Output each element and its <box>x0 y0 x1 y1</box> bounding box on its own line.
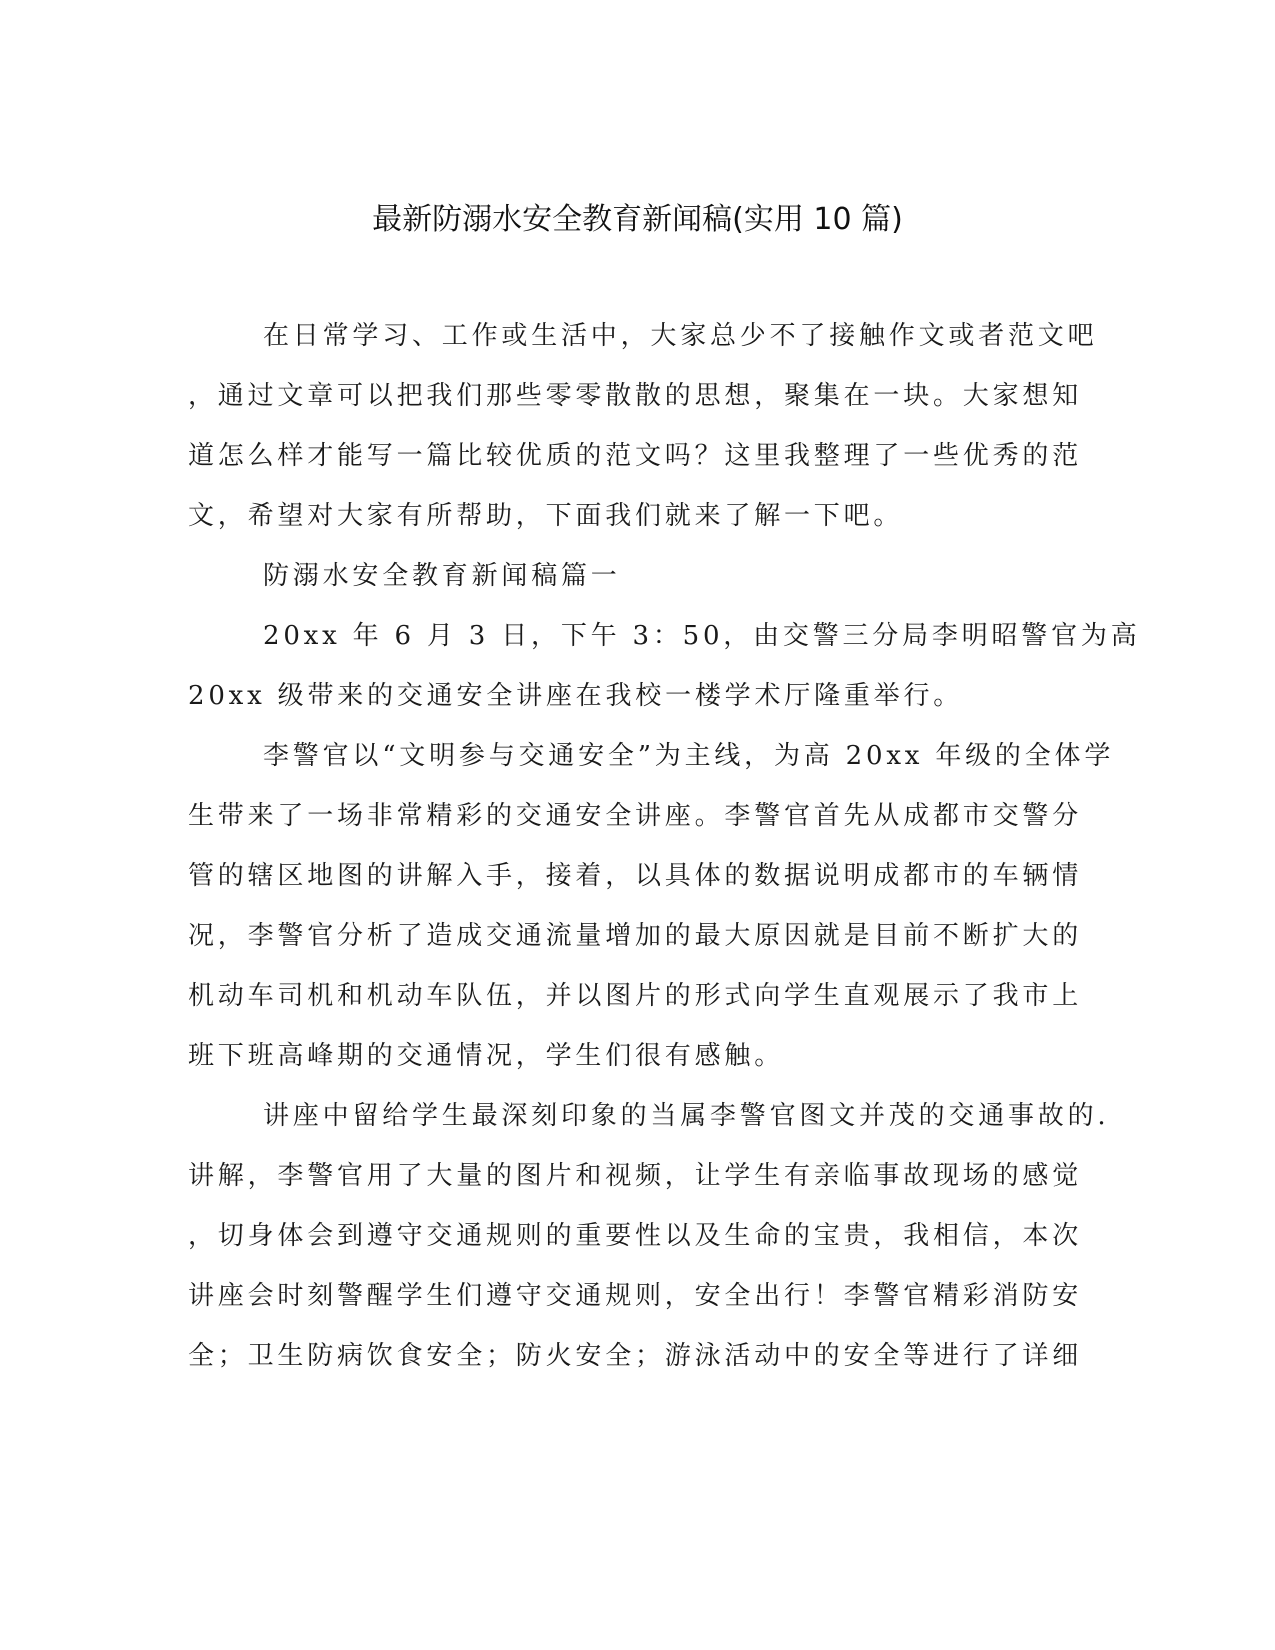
paragraph-line: 20xx 年 6 月 3 日，下午 3：50，由交警三分局李明昭警官为高 <box>263 621 1141 651</box>
paragraph-line: 讲座中留给学生最深刻印象的当属李警官图文并茂的交通事故的. <box>263 1101 1110 1131</box>
paragraph-line: 管的辖区地图的讲解入手，接着，以具体的数据说明成都市的车辆情 <box>188 861 1083 891</box>
paragraph-line: 道怎么样才能写一篇比较优质的范文吗？这里我整理了一些优秀的范 <box>188 441 1083 471</box>
paragraph-line: 班下班高峰期的交通情况，学生们很有感触。 <box>188 1041 785 1071</box>
paragraph-line: ，通过文章可以把我们那些零零散散的思想，聚集在一块。大家想知 <box>188 381 1083 411</box>
paragraph-line: 况，李警官分析了造成交通流量增加的最大原因就是目前不断扩大的 <box>188 921 1083 951</box>
paragraph-line: 生带来了一场非常精彩的交通安全讲座。李警官首先从成都市交警分 <box>188 801 1083 831</box>
paragraph-line: 讲解，李警官用了大量的图片和视频，让学生有亲临事故现场的感觉 <box>188 1161 1083 1191</box>
paragraph-line: 在日常学习、工作或生活中，大家总少不了接触作文或者范文吧 <box>263 321 1098 351</box>
paragraph-line: 全；卫生防病饮食安全；防火安全；游泳活动中的安全等进行了详细 <box>188 1341 1083 1371</box>
paragraph-line: 20xx 级带来的交通安全讲座在我校一楼学术厅隆重举行。 <box>188 681 964 711</box>
section-heading: 防溺水安全教育新闻稿篇一 <box>263 561 621 591</box>
document-title: 最新防溺水安全教育新闻稿(实用 10 篇) <box>372 202 903 237</box>
paragraph-line: 讲座会时刻警醒学生们遵守交通规则，安全出行！李警官精彩消防安 <box>188 1281 1083 1311</box>
paragraph-line: ，切身体会到遵守交通规则的重要性以及生命的宝贵，我相信，本次 <box>188 1221 1083 1251</box>
paragraph-line: 文，希望对大家有所帮助，下面我们就来了解一下吧。 <box>188 501 904 531</box>
paragraph-line: 机动车司机和机动车队伍，并以图片的形式向学生直观展示了我市上 <box>188 981 1083 1011</box>
paragraph-line: 李警官以“文明参与交通安全”为主线，为高 20xx 年级的全体学 <box>263 741 1115 771</box>
